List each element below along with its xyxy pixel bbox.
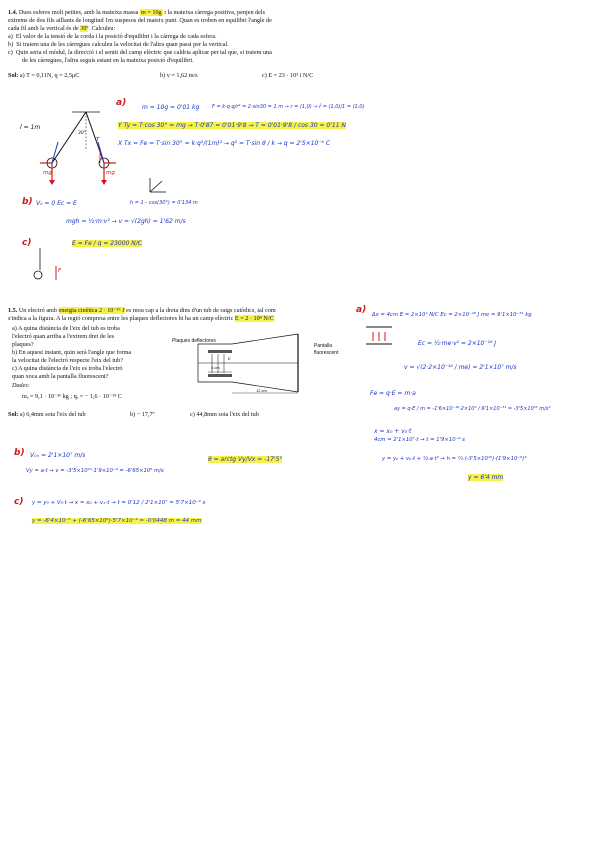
- p15-note-a6: x = x₀ + v₀·t: [374, 428, 412, 435]
- p15-note-a4: Fe = q·E = m·a: [370, 390, 416, 397]
- crt-plate-top: [208, 350, 232, 353]
- p14-item-c: c) Quin seria el mòdul, la direcció i el sentit del camp elèctric que caldria aplicar per tal que, si traiem una: [8, 49, 272, 56]
- p15-note-a3: v = √(2·2×10⁻¹⁶ / me) = 2'1×10⁷ m/s: [404, 364, 517, 371]
- p14-mass-highlight: m = 10g: [140, 9, 162, 16]
- p15-note-a5: ay = q·E / m = -1'6×10⁻¹⁹·2×10⁴ / 9'1×10⁻³¹ = -3'5×10¹⁵ m/s²: [394, 406, 551, 412]
- p15-note-a8: y = y₀ + v₀·t + ½·a·t² → h = ½·(-3'5×10¹⁵)·(1'9×10⁻⁹)²: [382, 456, 527, 462]
- p14-length-label: l = 1m: [20, 124, 41, 131]
- p15-solution: Sol: a) 6,4mm sota l'eix del tub: [8, 411, 86, 418]
- p15-item-3: b) En aquest instant, quin serà l'angle que forma: [12, 349, 132, 356]
- p15-item-1: l'electró quan arriba a l'extrem dret de les: [12, 333, 115, 340]
- crt-label-4cm: 4 cm: [211, 365, 220, 370]
- p15-note-a9: y = 6'4 mm: [468, 474, 504, 481]
- p15-note-a-label: a): [356, 305, 367, 315]
- crt-top-flare: [232, 334, 298, 344]
- p14-note-b2: mgh = ½·m·v² → v = √(2gh) = 1'62 m/s: [66, 218, 186, 225]
- crt-label-plates: Plaques deflectores: [172, 338, 216, 344]
- p15-line-2: s'indica a la figura. A la regió compresa entre les plaques deflectores hi ha un camp elèctric E = 2 · 10⁴ N/C: [8, 315, 274, 322]
- p14-note-a1: m = 10g = 0'01 kg: [142, 104, 200, 111]
- p15-field-highlight: E = 2 · 10⁴ N/C: [234, 315, 274, 322]
- crt-label-e: E: [228, 356, 231, 361]
- p14-note-a3: X Tx = Fe = T·sin 30° = k·q²/(1m)² → q² = T·sin θ / k → q = 2'5×10⁻⁶ C: [118, 140, 331, 147]
- p14-number: 1.4.: [8, 9, 18, 16]
- p15-note-b3: θ = arctg Vy/Vx = -17'5°: [208, 456, 283, 463]
- p15-data-values: mₑ = 9,1 · 10⁻³¹ kg ; qₑ = − 1,6 · 10⁻¹⁹ C: [22, 393, 122, 400]
- p14-sol-b: b) v = 1,62 m/s: [160, 72, 198, 79]
- p15-note-a2: Ec = ½·me·v² = 2×10⁻¹⁶ J: [418, 340, 497, 347]
- crt-label-screen-2: fluorescent: [314, 350, 339, 356]
- p14-note-b-label: b): [22, 197, 33, 207]
- p14-line-2: extrems de dos fils aïllants de longitud 1m suspesos del mateix punt. Quan es troben en equilibri l'angle de: [8, 17, 272, 24]
- p15-item-5: c) A quina distància de l'eix es troba l'electró: [12, 365, 123, 372]
- p14-note-c1: E = Fe / q = 23000 N/C: [72, 240, 142, 247]
- crt-label-screen-1: Pantalla: [314, 343, 333, 349]
- p15-item-2: plaques?: [12, 341, 34, 348]
- p14-c-e-label: F: [58, 268, 62, 274]
- p14-line-1: 1.4. Dues esferes molt petites, amb la mateixa massa m = 10g i la mateixa càrrega positiva, penjen dels: [8, 9, 266, 16]
- p14-note-b1b: h = 1 - cos(30°) = 0'134 m: [130, 200, 198, 206]
- p14-line-3: cada fil amb la vertical és de 30º. Calculeu:: [8, 25, 116, 32]
- p15-note-c2: y = -6'4×10⁻³ + (-6'65×10⁶)·5'7×10⁻⁹ = -0'0448 m = 44 mm: [32, 518, 202, 524]
- p15-note-a1: Δx = 4cm E = 2×10⁴ N/C Ec = 2×10⁻¹⁶ J me = 9'1×10⁻³¹ kg: [372, 312, 532, 318]
- p14-t-label: T: [96, 137, 100, 143]
- p15-note-c1: y = y₀ + V₀·t → x = x₀ + vₓ·t → t = 0'12 / 2'1×10⁷ = 5'7×10⁻⁹ s: [32, 500, 206, 506]
- crt-label-12cm: 12 cm: [256, 388, 267, 393]
- p14-note-a1b: F = k·q·q/r² = 2·sin30 = 1 m → r = (1,0) → r̂ = (1,0)/1 = (1,0): [212, 104, 365, 110]
- p14-item-a: a) El valor de la tensió de la corda i la posició d'equilibri i la càrrega de cada esfera.: [8, 33, 217, 40]
- p15-sol-c: c) 44,8mm sota l'eix del tub: [190, 411, 259, 418]
- p14-sol-c: c) E = 23 · 10³ i N/C: [262, 72, 314, 79]
- p15-energy-highlight: energia cinètica 2 · 10⁻¹⁶ J: [58, 307, 125, 314]
- p15-data-label: Dades:: [12, 382, 30, 389]
- p14-note-a2: Y Ty = T·cos 30° = mg → T·0'87 = 0'01·9'8 → T = 0'01·9'8 / cos 30 = 0'11 N: [118, 122, 346, 129]
- p14-mg-right: mg: [106, 170, 115, 176]
- crt-plate-bottom: [208, 374, 232, 377]
- p14-note-c-label: c): [22, 238, 32, 248]
- p14-item-b: b) Si traiem una de les càrregues calculeu la velocitat de l'altra quan passi per la vertical.: [8, 41, 229, 48]
- p15-sol-b: b) − 17,7º: [130, 411, 155, 418]
- p14-theta-label: 30°: [78, 131, 86, 136]
- p15-note-c-label: c): [14, 497, 24, 507]
- p14-note-b1: V₀ = 0 Ec = E: [36, 200, 77, 207]
- p15-item-6: quan xoca amb la pantalla fluorescent?: [12, 373, 109, 380]
- p15-note-b-label: b): [14, 448, 25, 458]
- p14-item-c-cont: de les càrregues, l'altra seguís estant en la mateixa posició d'equilibri.: [22, 57, 194, 64]
- p15-note-a7: 4cm = 2'1×10⁷·t → t = 1'9×10⁻⁹ s: [374, 437, 465, 443]
- p15-note-b1: V₀ₓ = 2'1×10⁷ m/s: [30, 452, 86, 459]
- p14-note-a-label: a): [116, 98, 127, 108]
- p15-line-1: 1.5. Un electró amb energia cinètica 2 · 10⁻¹⁶ J es mou cap a la dreta dins d'un tub de raigs catòdics, tal com: [8, 307, 276, 314]
- p14-mg-left: mg: [43, 170, 52, 176]
- p14-angle-highlight: 30º: [80, 25, 89, 32]
- p15-item-0: a) A quina distància de l'eix del tub es troba: [12, 325, 120, 332]
- p15-note-b2: Vy = a·t → v = -3'5×10¹⁵·1'9×10⁻⁹ = -6'65×10⁶ m/s: [26, 468, 164, 474]
- p15-item-4: la velocitat de l'electró respecte l'eix del tub?: [12, 357, 123, 364]
- p14-solution: Sol: a) T = 0,11N, q = 2,5μC: [8, 72, 80, 79]
